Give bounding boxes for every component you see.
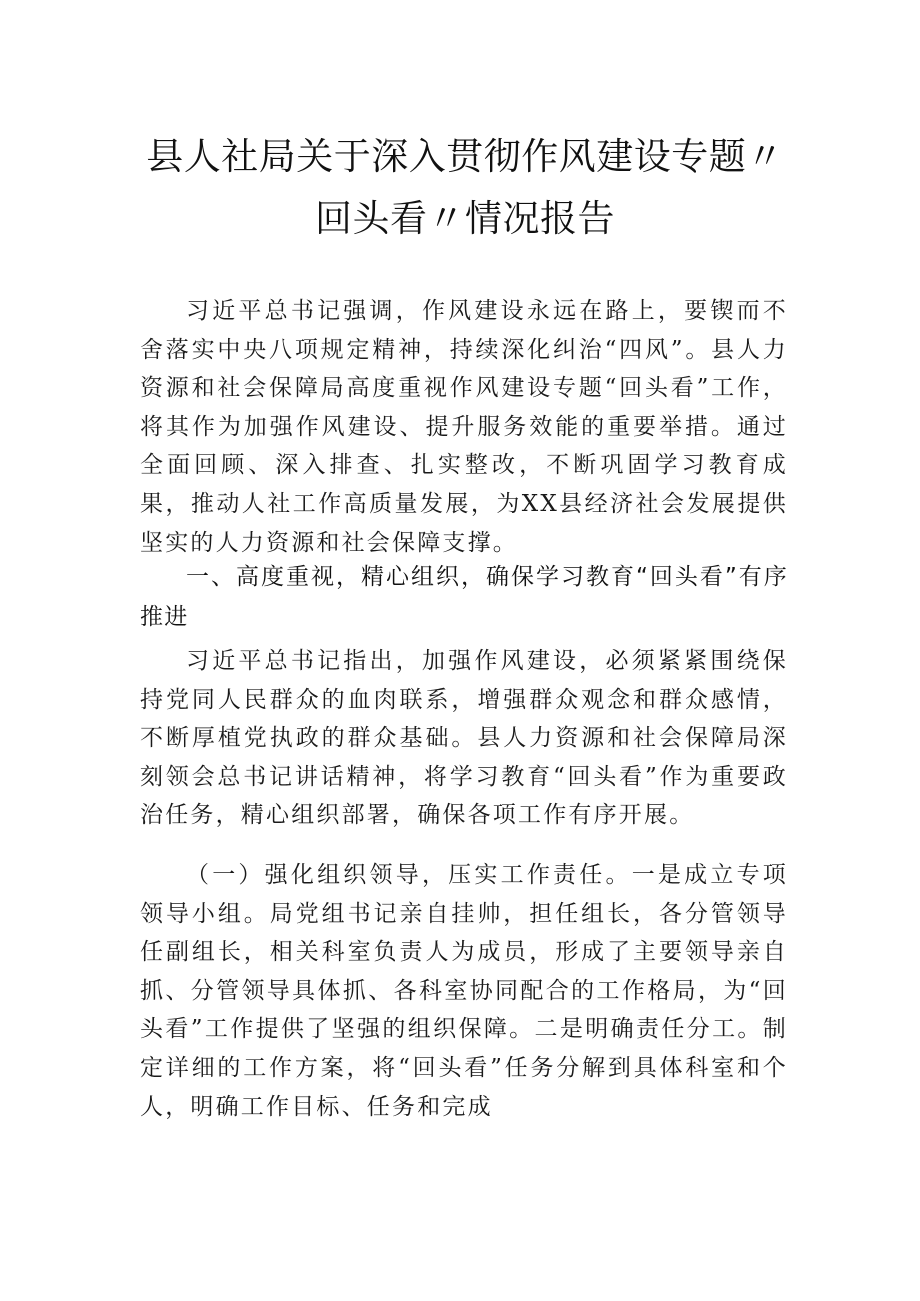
section-1-paragraph: 习近平总书记指出，加强作风建设，必须紧紧围绕保持党同人民群众的血肉联系，增强群众观念和群众感情，不断厚植党执政的群众基础。县人力资源和社会保障局深刻领会总书记讲话精神，将学习教育“回头看”作为重要政治任务，精心组织部署，确保各项工作有序开展。 bbox=[140, 648, 788, 829]
document-title: 县人社局关于深入贯彻作风建设专题〃回头看〃情况报告 bbox=[146, 135, 784, 240]
section-heading-1: 一、高度重视，精心组织，确保学习教育“回头看”有序推进 bbox=[140, 564, 788, 630]
intro-paragraph: 习近平总书记强调，作风建设永远在路上，要锲而不舍落实中央八项规定精神，持续深化纠治“四风”。县人力资源和社会保障局高度重视作风建设专题“回头看”工作，将其作为加强作风建设、提升服务效能的重要举措。通过全面回顾、深入排查、扎实整改，不断巩固学习教育成果，推动人社工作高质量发展，为XX县经济社会发展提供坚实的人力资源和社会保障支撑。 bbox=[140, 298, 788, 556]
subsection-1-paragraph: （一）强化组织领导，压实工作责任。一是成立专项领导小组。局党组书记亲自挂帅，担任组长，各分管领导任副组长，相关科室负责人为成员，形成了主要领导亲自抓、分管领导具体抓、各科室协同配合的工作格局，为“回头看”工作提供了坚强的组织保障。二是明确责任分工。制定详细的工作方案，将“回头看”任务分解到具体科室和个人，明确工作目标、任务和完成 bbox=[140, 862, 788, 1120]
